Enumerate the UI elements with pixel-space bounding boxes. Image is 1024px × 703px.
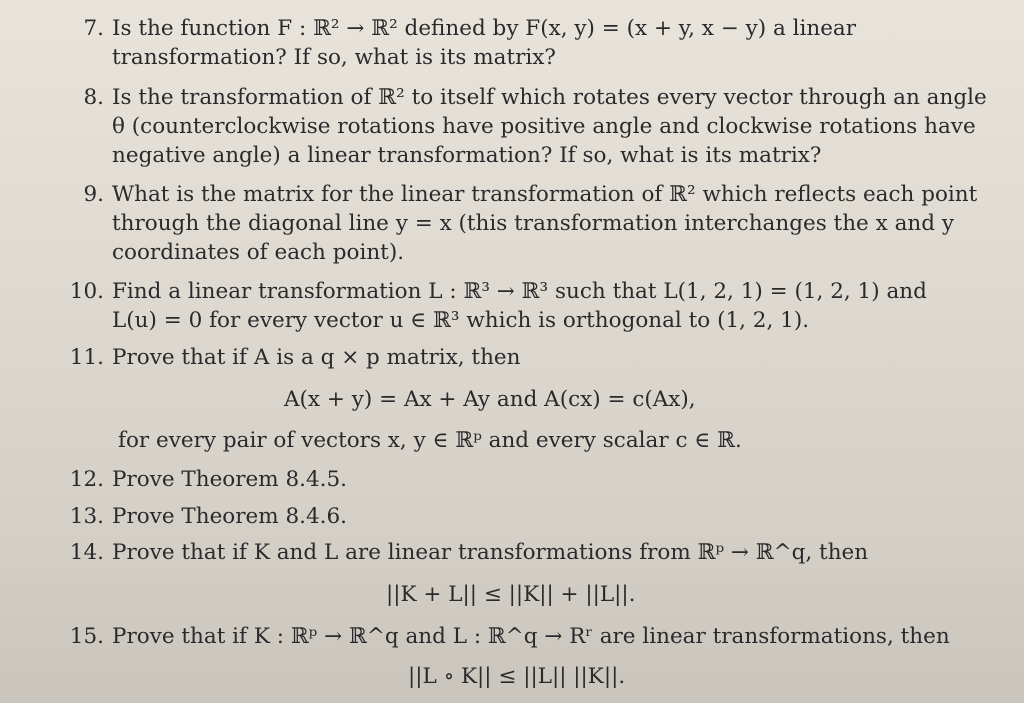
problem-line: Prove Theorem 8.4.6. [112,504,348,529]
problem-number: 7. [83,16,104,41]
display-equation: ||L ∘ K|| ≤ ||L|| ||K||. [408,664,626,689]
problem-line: Prove Theorem 8.4.5. [112,467,348,492]
problem-line: Is the transformation of ℝ² to itself which rotates every vector through an angle [112,85,987,110]
problem-line: Prove that if K and L are linear transformations from ℝᵖ → ℝ^q, then [112,540,869,565]
display-equation: A(x + y) = Ax + Ay and A(cx) = c(Ax), [284,387,696,412]
problem-line: Prove that if K : ℝᵖ → ℝ^q and L : ℝ^q → Rʳ are linear transformations, then [112,624,950,649]
problem-number: 14. [69,540,104,565]
problem-number: 11. [69,345,104,370]
problem-line: for every pair of vectors x, y ∈ ℝᵖ and every scalar c ∈ ℝ. [118,428,742,453]
problem-number: 10. [69,279,104,304]
problem-line: transformation? If so, what is its matrix? [112,45,556,70]
problem-line: coordinates of each point). [112,240,405,265]
problem-line: Find a linear transformation L : ℝ³ → ℝ³ such that L(1, 2, 1) = (1, 2, 1) and [112,279,927,304]
problem-number: 9. [83,182,104,207]
problem-number: 13. [69,504,104,529]
display-equation: ||K + L|| ≤ ||K|| + ||L||. [386,582,636,607]
problem-number: 15. [69,624,104,649]
problem-line: Is the function F : ℝ² → ℝ² defined by F(x, y) = (x + y, x − y) a linear [112,16,857,41]
problem-line: L(u) = 0 for every vector u ∈ ℝ³ which is orthogonal to (1, 2, 1). [112,308,810,333]
problem-line: negative angle) a linear transformation? If so, what is its matrix? [112,143,822,168]
problem-number: 12. [69,467,104,492]
problem-line: θ (counterclockwise rotations have positive angle and clockwise rotations have [112,114,976,139]
problem-line: What is the matrix for the linear transformation of ℝ² which reflects each point [112,182,978,207]
problem-number: 8. [83,85,104,110]
problem-line: through the diagonal line y = x (this transformation interchanges the x and y [112,211,954,236]
problem-line: Prove that if A is a q × p matrix, then [112,345,521,370]
